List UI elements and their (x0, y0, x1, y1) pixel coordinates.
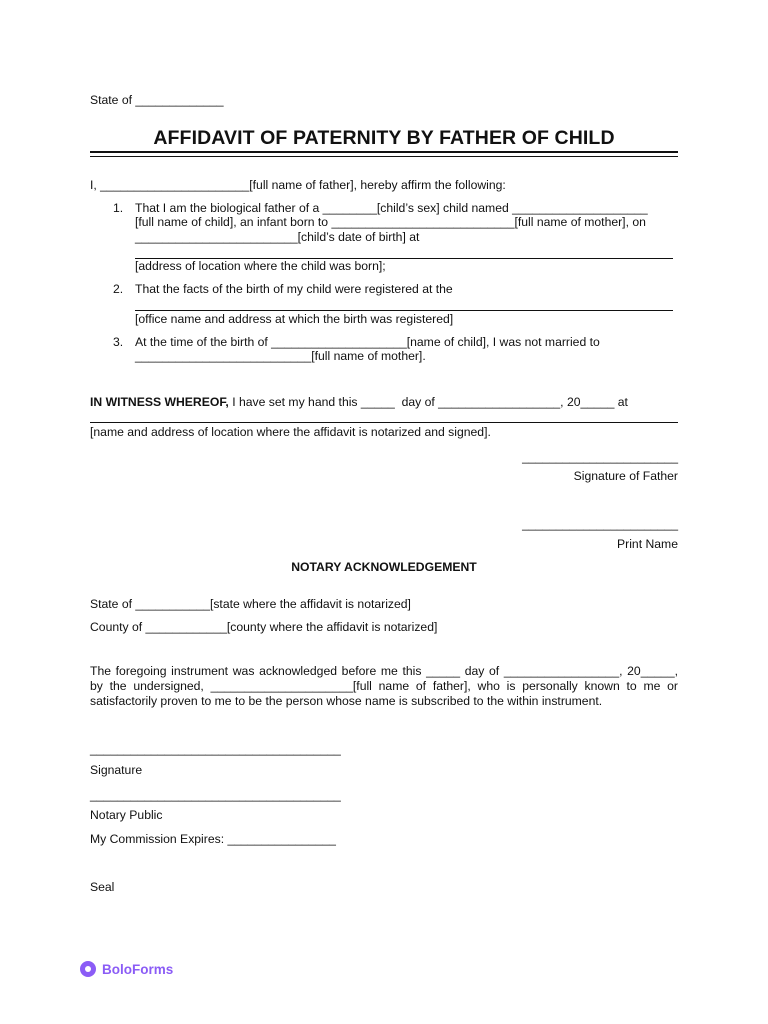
title-rule-thick (90, 151, 678, 153)
witness-blank-rule (90, 422, 678, 423)
item-1-line-1: That I am the biological father of a ________[child’s sex] child named ____________________ (135, 201, 648, 215)
item-2-line-3: [office name and address at which the birth was registered] (135, 312, 454, 326)
father-signature-line: _______________________ (522, 450, 678, 464)
notary-signature-line: _____________________________________ (90, 742, 341, 756)
witness-location-note: [name and address of location where the affidavit is notarized and signed]. (90, 425, 491, 439)
item-2-blank-rule (135, 310, 673, 311)
seal-label: Seal (90, 880, 115, 894)
notary-para-line-2: by the undersigned, _____________________[full name of father], who is personally known to me or (90, 679, 678, 693)
title-rule-thin (90, 156, 678, 157)
item-number: 3. (113, 335, 124, 349)
commission-expires: My Commission Expires: ________________ (90, 832, 336, 846)
notary-signature-label: Signature (90, 763, 143, 777)
notary-public-label: Notary Public (90, 808, 163, 822)
print-name-line: _______________________ (522, 517, 678, 531)
notary-state-line: State of ___________[state where the affidavit is notarized] (90, 597, 411, 611)
brand-name: BoloForms (102, 961, 174, 977)
witness-lead: IN WITNESS WHEREOF, (90, 395, 229, 409)
boloforms-logo (80, 960, 173, 978)
item-number: 2. (113, 282, 124, 296)
bolo-logo-icon (80, 961, 96, 977)
item-1-line-2: [full name of child], an infant born to ___________________________[full name of mother], on (135, 215, 646, 229)
item-1-line-3: ________________________[child’s date of birth] at (135, 230, 420, 244)
item-2-line-1: That the facts of the birth of my child were registered at the (135, 282, 453, 296)
item-number: 1. (113, 201, 124, 215)
notary-heading: NOTARY ACKNOWLEDGEMENT (291, 560, 477, 574)
notary-para-line-3: satisfactorily proven to me to be the person whose name is subscribed to the within instrument. (90, 694, 603, 708)
witness-line (90, 395, 628, 410)
intro-line: I, ______________________[full name of father], hereby affirm the following: (90, 178, 506, 192)
item-3-line-2: __________________________[full name of mother]. (135, 349, 426, 363)
item-3-line-1: At the time of the birth of ____________________[name of child], I was not married to (135, 335, 600, 349)
document-title: AFFIDAVIT OF PATERNITY BY FATHER OF CHILD (153, 127, 615, 149)
notary-para-line-1: The foregoing instrument was acknowledged before me this _____ day of _________________, 20_____, (90, 664, 678, 678)
notary-county-line: County of ____________[county where the affidavit is notarized] (90, 620, 438, 634)
state-line: State of _____________ (90, 93, 224, 107)
notary-public-line: _____________________________________ (90, 788, 341, 802)
witness-text: I have set my hand this _____ day of __________________, 20_____ at (228, 395, 628, 409)
father-signature-label: Signature of Father (573, 469, 678, 483)
print-name-label: Print Name (617, 537, 678, 551)
item-1-line-5: [address of location where the child was born]; (135, 259, 386, 273)
